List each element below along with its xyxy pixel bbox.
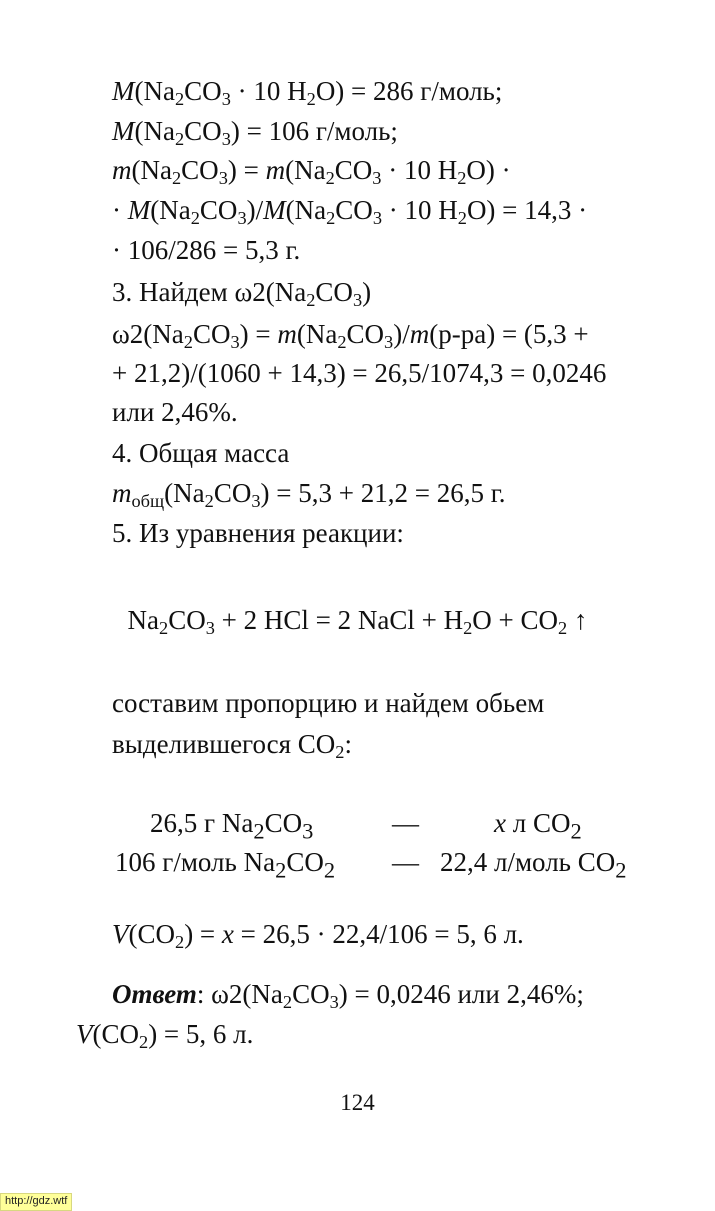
proportion-r2-molar-volume: 22,4 л/моль $CO_2$ [440, 847, 627, 883]
formula-mass-fraction: $\omega 2(Na_2CO_3) = m(Na_2CO_3)/m(р-ра) = (5,3$ + [112, 319, 589, 353]
reaction-equation: $Na_2CO_3 + 2$ HCl = 2 NaCl + $H_2O + CO_2$ ↑ [127, 605, 588, 639]
answer-volume: $V(CO_2) = 5$, 6 л. [76, 1019, 254, 1053]
mass-fraction-percent: или 2,46%. [112, 397, 238, 427]
formula-total-mass: $m_{общ}(Na_2CO_3) = 5,3 + 21,2 = 26,5$ г. [112, 478, 506, 512]
answer-line [112, 978, 584, 1013]
proportion-r1-unknown: x л $CO_2$ [494, 808, 582, 844]
answer-label: Ответ [112, 979, 197, 1009]
formula-mass-carbonate-result: · 106/286 = 5,3 г. [112, 235, 301, 265]
proportion-r1-given: 26,5 г $Na_2CO_3$ [150, 808, 314, 844]
formula-mass-carbonate-cont: · $M(Na_2CO_3)/M(Na_2CO_3 \cdot 10$ $H_2O) = 14,3$ · [112, 195, 588, 229]
proportion-intro: составим пропорцию и найдем обьем [112, 688, 545, 718]
watermark-link[interactable]: http://gdz.wtf [0, 1193, 72, 1211]
proportion-r2-dash: — [392, 847, 419, 877]
formula-mass-carbonate: $m(Na_2CO_3) = m(Na_2CO_3 \cdot 10$ $H_2O$) · [112, 155, 511, 189]
formula-molar-mass-decahydrate: $M(Na_2CO_3 \cdot 10$ $H_2O) = 286$ г/моль; [112, 76, 503, 110]
step-3-heading: 3. Найдем $\omega 2(Na_2CO_3)$ [112, 277, 372, 311]
answer-text: : $\omega 2(Na_2CO_3) = 0,0246$ или 2,46%; [196, 979, 584, 1013]
step-4-heading: 4. Общая масса [112, 438, 290, 468]
formula-molar-mass-carbonate: $M(Na_2CO_3) = 106$ г/моль; [112, 116, 398, 150]
proportion-r1-dash: — [392, 808, 419, 838]
proportion-r2-molar: 106 г/моль $Na_2CO_2$ [115, 847, 336, 883]
formula-mass-fraction-cont: + 21,2)/(1060 + 14,3) = 26,5/1074,3 = 0,0246 [112, 358, 607, 388]
step-5-heading: 5. Из уравнения реакции: [112, 518, 404, 548]
page-number: 124 [340, 1090, 375, 1115]
proportion-intro-cont: выделившегося $CO_2$: [112, 729, 352, 763]
formula-volume: $V(CO_2) = x = 26,5 \cdot 22,4/106 = 5$, 6 л. [112, 919, 524, 953]
